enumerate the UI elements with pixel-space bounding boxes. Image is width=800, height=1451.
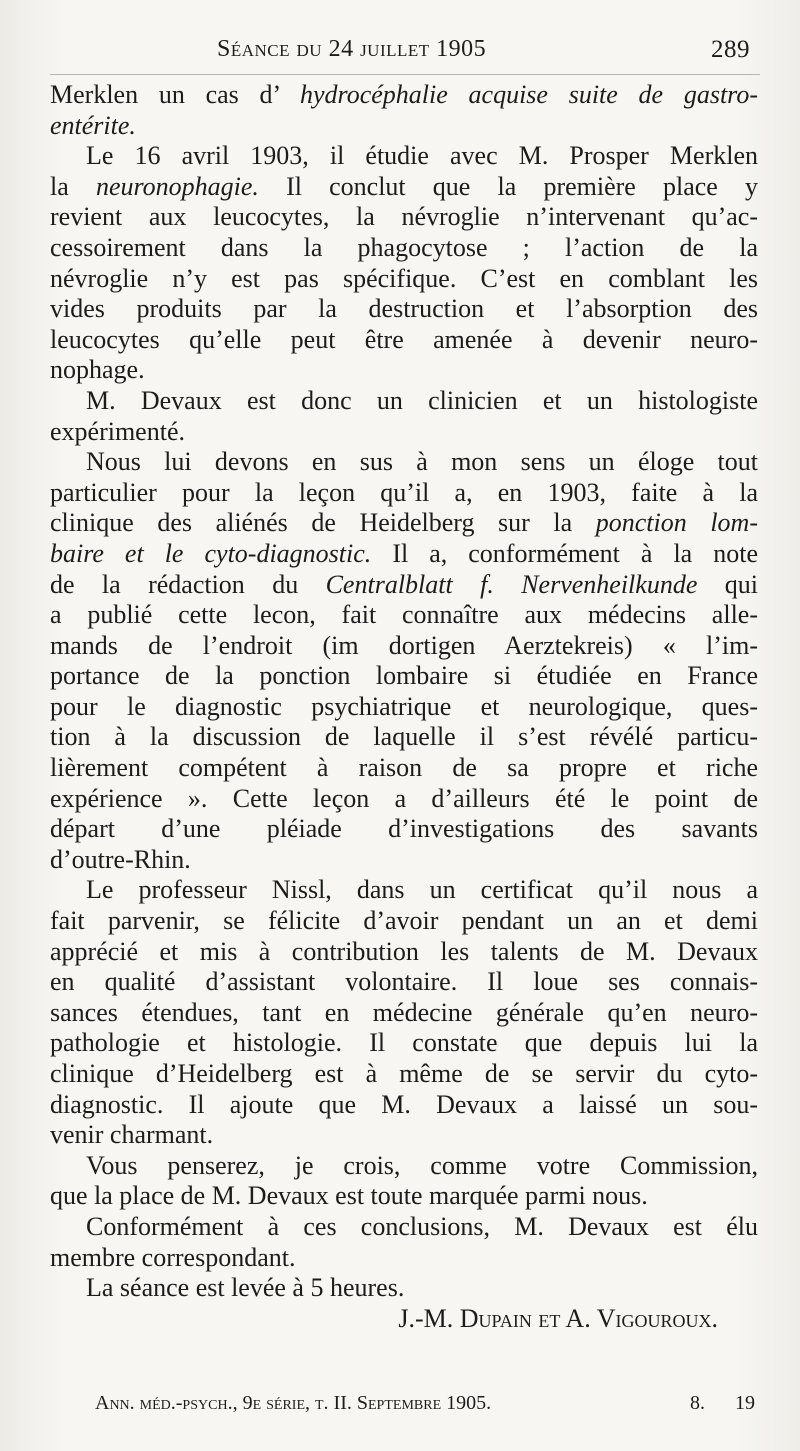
text-segment: cessoirement dans la phagocytose ; l’action de la xyxy=(50,232,758,262)
text-line xyxy=(50,1090,758,1121)
italic-text-segment: neuronophagie. xyxy=(95,171,259,201)
text-line xyxy=(50,386,758,417)
text-segment: névroglie n’y est pas spécifique. C’est en comblant les xyxy=(50,263,758,293)
text-line xyxy=(50,814,758,845)
text-segment: Il a, conformément à la note xyxy=(371,538,758,568)
text-segment: nophage. xyxy=(50,355,145,385)
text-line xyxy=(50,1028,758,1059)
text-segment: Le 16 avril 1903, il étudie avec M. Prosper Merklen xyxy=(86,141,758,171)
italic-text-segment: entérite. xyxy=(50,110,136,140)
text-line xyxy=(50,570,758,601)
text-segment: clinique d’Heidelberg est à même de se servir du cyto- xyxy=(50,1059,758,1088)
text-line xyxy=(50,1243,758,1274)
text-segment: pour le diagnostic psychiatrique et neurologique, ques- xyxy=(50,691,758,721)
text-line xyxy=(50,1120,758,1151)
text-segment: M. Devaux est donc un clinicien et un histologiste xyxy=(86,385,758,415)
italic-text-segment: Centralblatt f. Nervenheilkunde xyxy=(325,569,698,599)
text-line xyxy=(50,417,758,448)
footer-signature-mark: 19 xyxy=(735,1392,755,1414)
text-segment: en qualité d’assistant volontaire. Il loue ses connais- xyxy=(50,967,758,997)
text-line xyxy=(50,172,758,203)
text-segment: apprécié et mis à contribution les talents de M. Devaux xyxy=(50,936,758,966)
text-line xyxy=(50,998,758,1029)
text-segment: expérience ». Cette leçon a d’ailleurs été le point de xyxy=(50,783,758,813)
text-segment: d’outre-Rhin. xyxy=(50,844,191,874)
text-line xyxy=(50,753,758,784)
text-segment: que la place de M. Devaux est toute marquée parmi nous. xyxy=(50,1181,648,1211)
text-line xyxy=(50,937,758,968)
text-segment: Nous lui devons en sus à mon sens un éloge tout xyxy=(86,447,758,477)
text-segment: a publié cette lecon, fait connaître aux médecins alle- xyxy=(50,600,758,630)
text-segment: venir charmant. xyxy=(50,1120,214,1150)
running-head-title: Séance du 24 juillet 1905 xyxy=(217,36,487,62)
text-segment: Conformément à ces conclusions, M. Devaux est élu xyxy=(86,1211,758,1241)
footer-journal-reference: Ann. méd.-psych., 9e série, t. II. Septembre 1905. xyxy=(95,1392,492,1414)
text-line xyxy=(50,233,758,264)
footer-signature-marks xyxy=(690,1392,755,1415)
italic-text-segment: baire et le cyto-diagnostic. xyxy=(50,538,372,568)
text-line xyxy=(50,355,758,386)
text-segment: Il conclut que la première place y xyxy=(258,171,758,201)
text-line xyxy=(50,111,758,142)
text-segment: départ d’une pléiade d’investigations des savants xyxy=(50,814,758,844)
footer-sheet-number: 8. xyxy=(690,1392,705,1414)
header-rule xyxy=(50,74,760,75)
text-segment: lièrement compétent à raison de sa propre et riche xyxy=(50,753,758,783)
text-line xyxy=(50,845,758,876)
text-segment: membre correspondant. xyxy=(50,1242,296,1272)
text-segment: de la rédaction du xyxy=(50,569,326,599)
text-line xyxy=(50,80,758,111)
text-line xyxy=(50,600,758,631)
signature-names: J.-M. Dupain et A. Vigouroux. xyxy=(398,1303,718,1333)
running-head xyxy=(55,28,760,68)
italic-text-segment: hydrocéphalie acquise suite de gastro- xyxy=(300,80,758,109)
text-segment: revient aux leucocytes, la névroglie n’intervenant qu’ac- xyxy=(50,202,758,232)
text-line xyxy=(50,906,758,937)
text-segment: mands de l’endroit (im dortigen Aerztekreis) « l’im- xyxy=(50,630,758,660)
text-line xyxy=(50,539,758,570)
italic-text-segment: ponction lom- xyxy=(595,508,758,538)
text-segment: leucocytes qu’elle peut être amenée à devenir neuro- xyxy=(50,324,758,354)
text-line xyxy=(50,1273,758,1304)
page-number: 289 xyxy=(711,36,750,63)
text-segment: sances étendues, tant en médecine générale qu’en neuro- xyxy=(50,997,758,1027)
text-line xyxy=(50,447,758,478)
text-line xyxy=(50,141,758,172)
text-line xyxy=(50,1181,758,1212)
text-line xyxy=(50,508,758,539)
text-line xyxy=(50,202,758,233)
text-line xyxy=(50,967,758,998)
text-segment: clinique des aliénés de Heidelberg sur la xyxy=(50,508,596,538)
text-segment: expérimenté. xyxy=(50,416,185,446)
text-segment: Vous penserez, je crois, comme votre Commission, xyxy=(86,1150,758,1180)
text-segment: fait parvenir, se félicite d’avoir pendant un an et demi xyxy=(50,906,758,936)
text-line xyxy=(50,478,758,509)
text-line xyxy=(50,875,758,906)
text-line xyxy=(50,325,758,356)
text-line xyxy=(50,722,758,753)
text-segment: diagnostic. Il ajoute que M. Devaux a laissé un sou- xyxy=(50,1089,758,1119)
text-segment: la xyxy=(50,171,96,201)
signature-line xyxy=(50,1304,758,1335)
text-line xyxy=(50,1212,758,1243)
text-segment: portance de la ponction lombaire si étudiée en France xyxy=(50,661,758,691)
text-segment: vides produits par la destruction et l’absorption des xyxy=(50,294,758,324)
text-line xyxy=(50,1151,758,1182)
text-line xyxy=(50,631,758,662)
text-segment: particulier pour la leçon qu’il a, en 1903, faite à la xyxy=(50,477,758,507)
text-segment: pathologie et histologie. Il constate que depuis lui la xyxy=(50,1028,758,1058)
text-line xyxy=(50,1059,758,1090)
text-line xyxy=(50,264,758,295)
text-segment: Le professeur Nissl, dans un certificat qu’il nous a xyxy=(86,875,758,905)
text-segment: La séance est levée à 5 heures. xyxy=(86,1273,405,1303)
text-segment: qui xyxy=(697,569,758,599)
text-segment: Merklen un cas d’ xyxy=(50,80,301,109)
body-text xyxy=(50,80,758,1334)
text-line xyxy=(50,294,758,325)
text-segment: tion à la discussion de laquelle il s’est révélé particu- xyxy=(50,722,758,752)
text-line xyxy=(50,661,758,692)
text-line xyxy=(50,692,758,723)
text-line xyxy=(50,784,758,815)
